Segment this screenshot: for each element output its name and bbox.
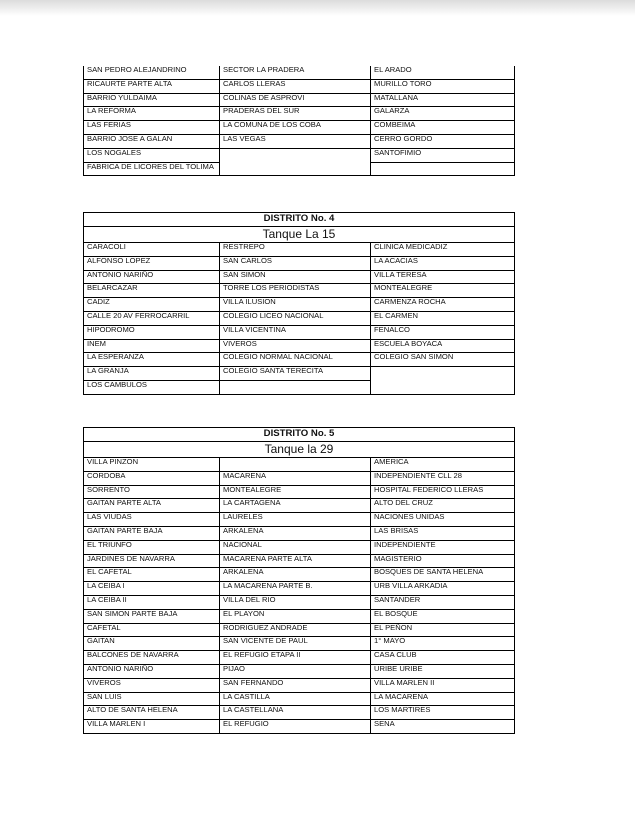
table-cell: GAITAN PARTE ALTA (84, 499, 220, 513)
table-cell: CARMENZA ROCHA (371, 298, 515, 312)
table-cell: LAS VIUDAS (84, 513, 220, 527)
table-cell: LAS VEGAS (220, 134, 371, 148)
table-cell: AMERICA (371, 458, 515, 472)
table-cell: MONTEALEGRE (371, 284, 515, 298)
table-cell: CALLE 20 AV FERROCARRIL (84, 311, 220, 325)
table-row (84, 243, 515, 257)
table-cell: EL PEÑON (371, 623, 515, 637)
table-row (84, 298, 515, 312)
table-cell: EL ARADO (371, 66, 515, 79)
table-cell: LOS CAMBULOS (84, 380, 220, 394)
table-cell: LA ESPERANZA (84, 353, 220, 367)
table-cell: ANTONIO NARIÑO (84, 270, 220, 284)
district-title: DISTRITO No. 4 (84, 213, 515, 227)
table-cell: CARACOLI (84, 243, 220, 257)
table-cell: CADIZ (84, 298, 220, 312)
table-cell: VIVEROS (220, 339, 371, 353)
table-cell: PIJAO (220, 664, 371, 678)
table-cell: ALTO DEL CRUZ (371, 499, 515, 513)
table-row (84, 637, 515, 651)
table-cell: HOSPITAL FEDERICO LLERAS (371, 485, 515, 499)
table-cell: LAS BRISAS (371, 526, 515, 540)
table-cell: COLEGIO SAN SIMON (371, 353, 515, 367)
table-cell: ALFONSO LOPEZ (84, 256, 220, 270)
table-cell: RESTREPO (220, 243, 371, 257)
table-cell: BOSQUES DE SANTA HELENA (371, 568, 515, 582)
table-cell: CASA CLUB (371, 651, 515, 665)
table-cell: COLEGIO LICEO NACIONAL (220, 311, 371, 325)
table-cell: CAFETAL (84, 623, 220, 637)
table-cell: LOS NOGALES (84, 148, 220, 162)
table-cell: HIPODROMO (84, 325, 220, 339)
table-cell: CARLOS LLERAS (220, 79, 371, 93)
table-cell: COMBEIMA (371, 121, 515, 135)
table-cell: INEM (84, 339, 220, 353)
table-cell: EL REFUGIO ETAPA II (220, 651, 371, 665)
table-body (84, 458, 515, 734)
table-row (84, 678, 515, 692)
table-cell: GALARZA (371, 107, 515, 121)
table-cell: CERRO GORDO (371, 134, 515, 148)
table-cell: VILLA MARLEN II (371, 678, 515, 692)
table-cell: RODRIGUEZ ANDRADE (220, 623, 371, 637)
table-cell: LA CEIBA I (84, 582, 220, 596)
table-cell: LA MACARENA PARTE B. (220, 582, 371, 596)
table-cell: ESCUELA BOYACA (371, 339, 515, 353)
table-cell (371, 380, 515, 394)
table-cell: SECTOR LA PRADERA (220, 66, 371, 79)
table-row (84, 651, 515, 665)
table-cell: COLEGIO NORMAL NACIONAL (220, 353, 371, 367)
table-cell: INDEPENDIENTE CLL 28 (371, 471, 515, 485)
table-cell: MACARENA PARTE ALTA (220, 554, 371, 568)
table-cell: VIVEROS (84, 678, 220, 692)
table-cell (220, 380, 371, 394)
table-row (84, 162, 515, 176)
table-cell: COLINAS DE ASPROVI (220, 93, 371, 107)
table-cell: EL PLAYON (220, 609, 371, 623)
table-cell (220, 148, 371, 162)
table-row (84, 107, 515, 121)
table-cell: ARKALENA (220, 568, 371, 582)
table-cell: PRADERAS DEL SUR (220, 107, 371, 121)
table-cell: SANTANDER (371, 595, 515, 609)
district-title: DISTRITO No. 5 (84, 428, 515, 442)
table-cell: VILLA ILUSION (220, 298, 371, 312)
table-cell: FENALCO (371, 325, 515, 339)
table-body (84, 243, 515, 395)
table-row (84, 325, 515, 339)
table-cell: TORRE LOS PERIODISTAS (220, 284, 371, 298)
table-cell: LAS FERIAS (84, 121, 220, 135)
table-cell: SAN CARLOS (220, 256, 371, 270)
tank-subtitle: Tanque la 29 (84, 442, 515, 458)
table-cell: INDEPENDIENTE (371, 540, 515, 554)
table-cell: LA GRANJA (84, 367, 220, 381)
table-row (84, 664, 515, 678)
table-cell: SAN PEDRO ALEJANDRINO (84, 66, 220, 79)
table-row (84, 595, 515, 609)
table-row (84, 66, 515, 79)
table-cell: VILLA PINZON (84, 458, 220, 472)
table-row (84, 380, 515, 394)
table-cell: NACIONAL (220, 540, 371, 554)
table-cell: ANTONIO NARIÑO (84, 664, 220, 678)
table-cell: SENA (371, 720, 515, 734)
table-cell: SAN LUIS (84, 692, 220, 706)
table-row (84, 540, 515, 554)
table-cell: SAN VICENTE DE PAUL (220, 637, 371, 651)
table-body (84, 66, 515, 176)
table-cell: EL CARMEN (371, 311, 515, 325)
table-cell: LA CEIBA II (84, 595, 220, 609)
table-cell: LA CASTILLA (220, 692, 371, 706)
table-cell: VILLA DEL RIO (220, 595, 371, 609)
table-cell: VILLA VICENTINA (220, 325, 371, 339)
table-cell: LA CARTAGENA (220, 499, 371, 513)
table-cell: 1° MAYO (371, 637, 515, 651)
table-row (84, 499, 515, 513)
table-row (84, 270, 515, 284)
district-table-continued (83, 66, 515, 176)
table-row (84, 720, 515, 734)
table-cell: CORDOBA (84, 471, 220, 485)
table-row (84, 526, 515, 540)
table-cell: EL REFUGIO (220, 720, 371, 734)
table-cell: VILLA TERESA (371, 270, 515, 284)
table-cell: BARRIO JOSE A GALAN (84, 134, 220, 148)
table-row (84, 582, 515, 596)
table-row (84, 256, 515, 270)
table-row (84, 367, 515, 381)
table-cell (371, 162, 515, 176)
table-row (84, 554, 515, 568)
table-cell (220, 458, 371, 472)
table-cell: NACIONES UNIDAS (371, 513, 515, 527)
table-cell: RICAURTE PARTE ALTA (84, 79, 220, 93)
table-cell: BELARCAZAR (84, 284, 220, 298)
table-cell: MAGISTERIO (371, 554, 515, 568)
table-cell: VILLA MARLEN I (84, 720, 220, 734)
table-row (84, 339, 515, 353)
table-cell: LA CASTELLANA (220, 706, 371, 720)
table-row (84, 458, 515, 472)
table-cell: BARRIO YULDAIMA (84, 93, 220, 107)
table-cell: EL TRIUNFO (84, 540, 220, 554)
table-row (84, 134, 515, 148)
table-row (84, 311, 515, 325)
table-cell: LA REFORMA (84, 107, 220, 121)
table-cell (220, 162, 371, 176)
table-row (84, 485, 515, 499)
table-row (84, 471, 515, 485)
table-cell (371, 367, 515, 381)
table-row (84, 148, 515, 162)
table-cell: LA MACARENA (371, 692, 515, 706)
table-cell: SAN SIMON (220, 270, 371, 284)
table-row (84, 121, 515, 135)
table-row (84, 79, 515, 93)
table-row (84, 353, 515, 367)
table-row (84, 513, 515, 527)
viewer-top-shadow (0, 0, 635, 16)
table-row (84, 609, 515, 623)
table-cell: SORRENTO (84, 485, 220, 499)
table-cell: CLINICA MEDICADIZ (371, 243, 515, 257)
table-cell: BALCONES DE NAVARRA (84, 651, 220, 665)
table-row (84, 706, 515, 720)
table-cell: URIBE URIBE (371, 664, 515, 678)
table-cell: MURILLO TORO (371, 79, 515, 93)
table-cell: SAN SIMON PARTE BAJA (84, 609, 220, 623)
table-cell: ARKALENA (220, 526, 371, 540)
table-cell: SANTOFIMIO (371, 148, 515, 162)
table-cell: SAN FERNANDO (220, 678, 371, 692)
table-cell: MACARENA (220, 471, 371, 485)
table-cell: ALTO DE SANTA HELENA (84, 706, 220, 720)
table-row (84, 623, 515, 637)
table-row (84, 93, 515, 107)
table-cell: LAURELES (220, 513, 371, 527)
table-cell: EL CAFETAL (84, 568, 220, 582)
table-cell: FABRICA DE LICORES DEL TOLIMA (84, 162, 220, 176)
tank-subtitle: Tanque La 15 (84, 227, 515, 243)
table-cell: LA COMUNA DE LOS COBA (220, 121, 371, 135)
table-cell: LOS MARTIRES (371, 706, 515, 720)
table-cell: EL BOSQUE (371, 609, 515, 623)
district-5-table (83, 427, 515, 734)
table-cell: JARDINES DE NAVARRA (84, 554, 220, 568)
table-cell: MATALLANA (371, 93, 515, 107)
table-cell: URB VILLA ARKADIA (371, 582, 515, 596)
district-4-table (83, 212, 515, 395)
table-cell: MONTEALEGRE (220, 485, 371, 499)
table-row (84, 692, 515, 706)
table-row (84, 284, 515, 298)
table-cell: COLEGIO SANTA TERECITA (220, 367, 371, 381)
table-cell: GAITAN (84, 637, 220, 651)
table-cell: LA ACACIAS (371, 256, 515, 270)
table-cell: GAITAN PARTE BAJA (84, 526, 220, 540)
table-row (84, 568, 515, 582)
